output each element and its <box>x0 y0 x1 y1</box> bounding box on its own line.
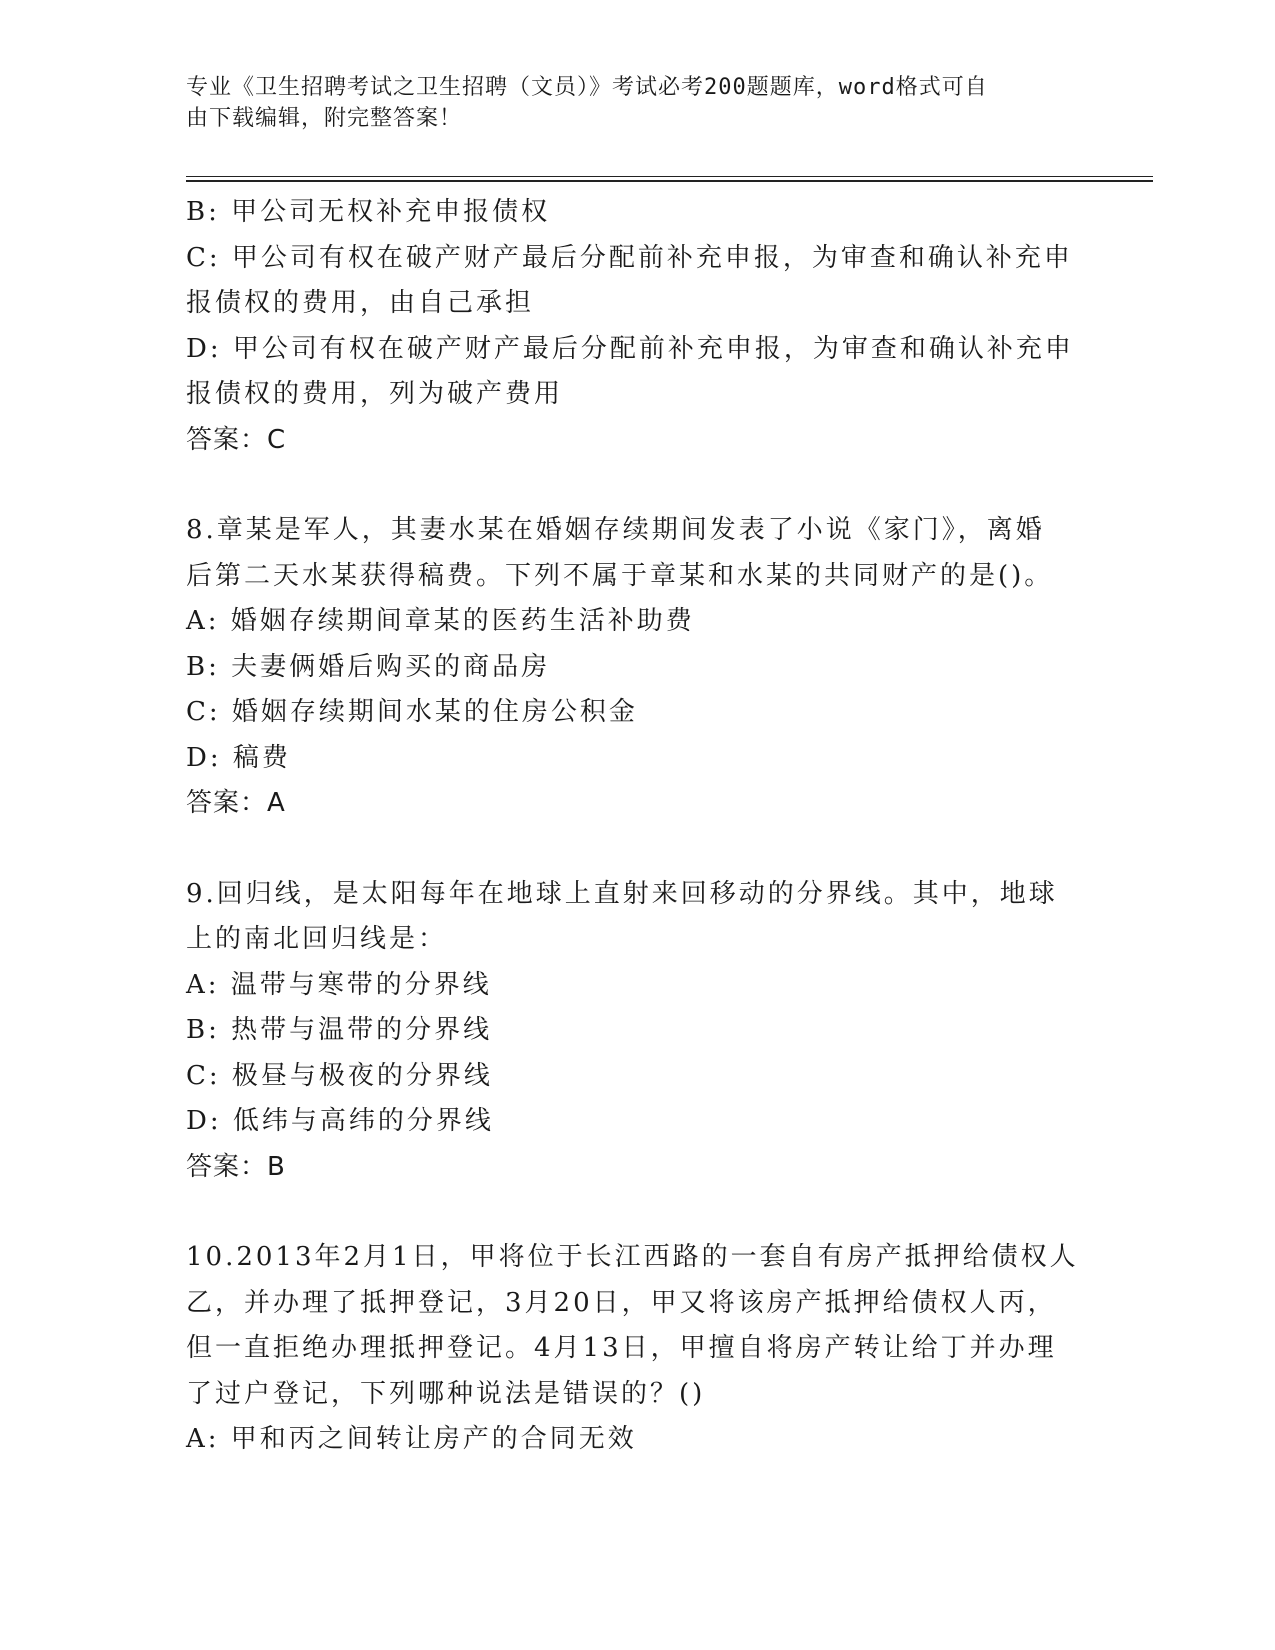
question-stem-line-3: 但一直拒绝办理抵押登记。4月13日，甲擅自将房产转让给丁并办理 <box>186 1333 1057 1363</box>
option-a: A: 甲和丙之间转让房产的合同无效 <box>186 1424 637 1454</box>
option-a: A: 婚姻存续期间章某的医药生活补助费 <box>186 606 695 636</box>
option-c-line-2: 报债权的费用，由自己承担 <box>186 288 535 318</box>
option-c-line-1: C: 甲公司有权在破产财产最后分配前补充申报，为审查和确认补充申 <box>186 242 1073 273</box>
question-8 <box>186 508 1086 827</box>
option-c: C: 婚姻存续期间水某的住房公积金 <box>186 697 638 727</box>
question-stem-line-1: 10.2013年2月1日，甲将位于长江西路的一套自有房产抵押给债权人 <box>186 1242 1079 1272</box>
header-rule-thin <box>186 176 1153 177</box>
question-stem-line-2: 后第二天水某获得稿费。下列不属于章某和水某的共同财产的是()。 <box>186 560 1054 591</box>
option-d-line-1: D: 甲公司有权在破产财产最后分配前补充申报，为审查和确认补充申 <box>186 333 1074 364</box>
question-7-tail <box>186 190 1086 463</box>
option-d-line-2: 报债权的费用，列为破产费用 <box>186 379 564 409</box>
answer: 答案：B <box>186 1151 286 1182</box>
answer: 答案：A <box>186 788 286 818</box>
option-b: B: 热带与温带的分界线 <box>186 1015 493 1045</box>
question-10 <box>186 1235 1086 1463</box>
document-header <box>186 72 1066 134</box>
header-line-1: 专业《卫生招聘考试之卫生招聘（文员）》考试必考200题题库，word格式可自 <box>186 75 988 100</box>
option-b: B: 甲公司无权补充申报债权 <box>186 197 551 227</box>
question-stem-line-1: 9.回归线，是太阳每年在地球上直射来回移动的分界线。其中，地球 <box>186 878 1058 909</box>
question-stem-line-4: 了过户登记，下列哪种说法是错误的？() <box>186 1378 706 1409</box>
header-rule-thick <box>186 180 1153 182</box>
option-c: C: 极昼与极夜的分界线 <box>186 1060 493 1091</box>
answer: 答案：C <box>186 424 287 455</box>
question-stem-line-2: 上的南北回归线是： <box>186 924 448 954</box>
option-d: D: 低纬与高纬的分界线 <box>186 1106 494 1136</box>
option-b: B: 夫妻俩婚后购买的商品房 <box>186 651 551 682</box>
question-stem-line-2: 乙，并办理了抵押登记，3月20日，甲又将该房产抵押给债权人丙， <box>186 1287 1057 1318</box>
header-line-2: 由下载编辑，附完整答案！ <box>186 106 463 131</box>
option-a: A: 温带与寒带的分界线 <box>186 969 492 1000</box>
question-stem-line-1: 8.章某是军人，其妻水某在婚姻存续期间发表了小说《家门》，离婚 <box>186 515 1045 545</box>
question-9 <box>186 872 1086 1191</box>
option-d: D: 稿费 <box>186 742 291 773</box>
question-content <box>186 190 1086 1463</box>
